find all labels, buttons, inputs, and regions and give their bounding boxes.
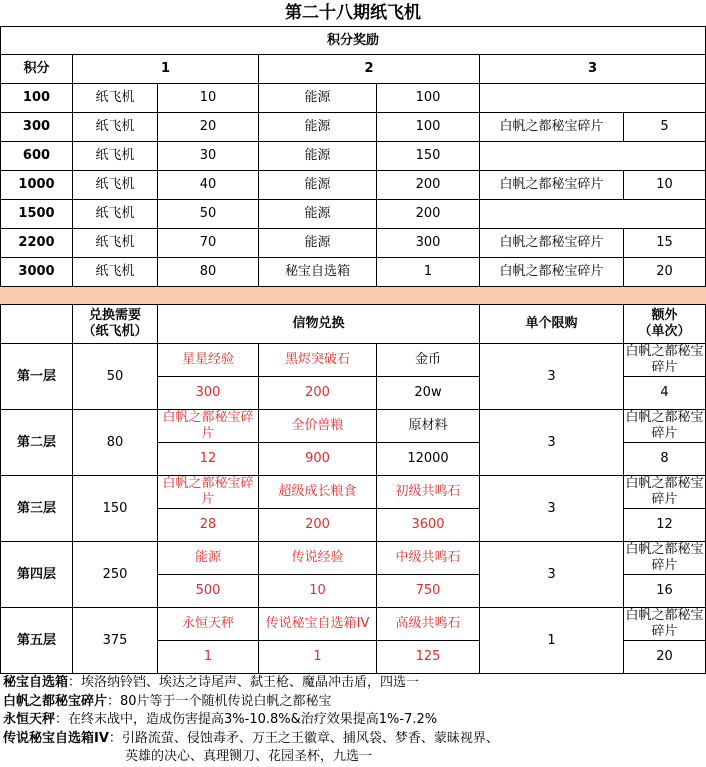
reward-item-3: [480, 200, 706, 229]
reward-item-2: 能源: [259, 229, 377, 258]
extra-item: 白帆之都秘宝碎片: [625, 344, 704, 375]
reward-qty-1: 80: [158, 258, 259, 287]
exchange-layer-row: [1, 542, 706, 575]
header-extra: 额外 （单次）: [624, 305, 706, 344]
reward-points: 100: [1, 84, 73, 113]
exchange-item-name: 传说经验: [259, 542, 377, 575]
note-text: ：埃洛纳铃铛、埃达之诗尾声、弑王枪、魔晶冲击盾，四选一: [68, 675, 420, 690]
note-line: [3, 711, 703, 730]
reward-item-3: [480, 142, 706, 171]
note-line: [3, 693, 703, 712]
notes: [3, 674, 703, 767]
exchange-item-name: 全价兽粮: [259, 410, 377, 443]
reward-qty-2: 300: [377, 229, 480, 258]
exchange-item-name: 白帆之都秘宝碎片: [158, 410, 259, 443]
reward-item-2: 能源: [259, 113, 377, 142]
extra-qty: 12: [624, 509, 706, 542]
layer-limit: 3: [480, 344, 624, 410]
exchange-item-qty: 10: [259, 575, 377, 608]
reward-item-3: 白帆之都秘宝碎片: [480, 113, 624, 142]
reward-row: [1, 229, 706, 258]
note-text: ：引路流萤、侵蚀毒矛、万王之王徽章、捕风袋、梦香、蒙昧视界、: [108, 730, 499, 746]
reward-qty-2: 100: [377, 113, 480, 142]
reward-table: [0, 0, 706, 287]
reward-item-2: 秘宝自选箱: [259, 258, 377, 287]
reward-qty-1: 40: [158, 171, 259, 200]
note-line: [3, 674, 703, 693]
exchange-item-name: 金币: [377, 344, 480, 377]
reward-points: 1500: [1, 200, 73, 229]
exchange-item-name: 原材料: [377, 410, 480, 443]
exchange-item-qty: 12000: [377, 443, 480, 476]
exchange-item-name: 白帆之都秘宝碎片: [158, 476, 259, 509]
extra-item: 白帆之都秘宝碎片: [625, 542, 704, 573]
exchange-item-name: 初级共鸣石: [377, 476, 480, 509]
reward-qty-1: 70: [158, 229, 259, 258]
exchange-item-name: 中级共鸣石: [377, 542, 480, 575]
reward-qty-3: 5: [624, 113, 706, 142]
reward-qty-1: 30: [158, 142, 259, 171]
exchange-layer-row: [1, 608, 706, 641]
extra-qty: 4: [624, 377, 706, 410]
extra-qty: 20: [624, 641, 706, 674]
layer-cost: 375: [73, 608, 158, 674]
reward-qty-2: 200: [377, 200, 480, 229]
exchange-item-name: 传说秘宝自选箱IV: [259, 608, 377, 641]
extra-item: 白帆之都秘宝碎片: [625, 410, 704, 441]
section-separator: [0, 287, 706, 304]
header-points: 积分: [1, 55, 73, 84]
layer-cost: 150: [73, 476, 158, 542]
note-line: [3, 748, 703, 767]
reward-row: [1, 258, 706, 287]
reward-item-3: 白帆之都秘宝碎片: [480, 229, 624, 258]
reward-item-3: 白帆之都秘宝碎片: [480, 171, 624, 200]
note-label: 白帆之都秘宝碎片: [3, 693, 108, 709]
reward-item-2: 能源: [259, 171, 377, 200]
reward-row: [1, 113, 706, 142]
exchange-item-qty: 500: [158, 575, 259, 608]
layer-limit: 1: [480, 608, 624, 674]
exchange-item-name: 黑烬突破石: [259, 344, 377, 377]
header-limit: 单个限购: [480, 305, 624, 344]
exchange-item-qty: 200: [259, 377, 377, 410]
reward-points: 3000: [1, 258, 73, 287]
page-title: 第二十八期纸飞机: [285, 3, 422, 23]
layer-cost: 80: [73, 410, 158, 476]
exchange-item-qty: 900: [259, 443, 377, 476]
reward-item-3: 白帆之都秘宝碎片: [480, 258, 624, 287]
header-layer: [1, 305, 73, 344]
exchange-item-qty: 1: [158, 641, 259, 674]
reward-qty-2: 1: [377, 258, 480, 287]
reward-points: 300: [1, 113, 73, 142]
exchange-header-row: [1, 305, 706, 344]
layer-cost: 50: [73, 344, 158, 410]
layer-name: 第四层: [1, 542, 73, 608]
extra-qty: 16: [624, 575, 706, 608]
reward-item-1: 纸飞机: [73, 171, 158, 200]
extra-item: 白帆之都秘宝碎片: [625, 476, 704, 507]
reward-qty-2: 150: [377, 142, 480, 171]
layer-limit: 3: [480, 476, 624, 542]
reward-qty-1: 50: [158, 200, 259, 229]
exchange-item-qty: 28: [158, 509, 259, 542]
exchange-item-name: 超级成长粮食: [259, 476, 377, 509]
exchange-item-qty: 750: [377, 575, 480, 608]
header-col-2: 2: [259, 55, 480, 84]
exchange-item-qty: 300: [158, 377, 259, 410]
note-text: ：在终末战中，造成伤害提高3%-10.8%&治疗效果提高1%-7.2%: [55, 712, 438, 727]
header-col-3: 3: [480, 55, 706, 84]
reward-item-1: 纸飞机: [73, 142, 158, 171]
layer-cost: 250: [73, 542, 158, 608]
reward-qty-2: 100: [377, 84, 480, 113]
reward-header-row: [1, 55, 706, 84]
exchange-layer-row: [1, 344, 706, 377]
reward-item-1: 纸飞机: [73, 113, 158, 142]
reward-row: [1, 171, 706, 200]
reward-item-3: [480, 84, 706, 113]
note-text: 英雄的决心、真理铡刀、花园圣杯，九选一: [125, 749, 373, 764]
header-cost: 兑换需要 （纸飞机）: [73, 305, 158, 344]
exchange-item-qty: 3600: [377, 509, 480, 542]
reward-item-1: 纸飞机: [73, 229, 158, 258]
reward-item-2: 能源: [259, 200, 377, 229]
reward-item-2: 能源: [259, 142, 377, 171]
reward-points: 600: [1, 142, 73, 171]
header-items: 信物兑换: [158, 305, 480, 344]
layer-name: 第三层: [1, 476, 73, 542]
reward-qty-1: 10: [158, 84, 259, 113]
section-title: 积分奖励: [1, 27, 706, 55]
note-label: 永恒天秤: [3, 712, 56, 727]
extra-qty: 8: [624, 443, 706, 476]
exchange-item-qty: 12: [158, 443, 259, 476]
reward-qty-2: 200: [377, 171, 480, 200]
exchange-item-name: 星星经验: [158, 344, 259, 377]
extra-item: 白帆之都秘宝碎片: [625, 608, 704, 639]
exchange-item-qty: 1: [259, 641, 377, 674]
reward-points: 1000: [1, 171, 73, 200]
header-col-1: 1: [73, 55, 259, 84]
reward-qty-3: 20: [624, 258, 706, 287]
exchange-item-qty: 200: [259, 509, 377, 542]
exchange-layer-row: [1, 410, 706, 443]
layer-name: 第二层: [1, 410, 73, 476]
exchange-table: [0, 304, 706, 674]
note-line: [3, 730, 703, 749]
reward-item-1: 纸飞机: [73, 84, 158, 113]
layer-name: 第一层: [1, 344, 73, 410]
layer-limit: 3: [480, 542, 624, 608]
exchange-item-qty: 20w: [377, 377, 480, 410]
note-text: ：80片等于一个随机传说白帆之都秘宝: [107, 693, 332, 709]
note-label: 秘宝自选箱: [3, 675, 69, 690]
reward-row: [1, 142, 706, 171]
layer-name: 第五层: [1, 608, 73, 674]
reward-item-1: 纸飞机: [73, 200, 158, 229]
reward-row: [1, 84, 706, 113]
reward-qty-3: 15: [624, 229, 706, 258]
exchange-item-qty: 125: [377, 641, 480, 674]
exchange-layer-row: [1, 476, 706, 509]
layer-limit: 3: [480, 410, 624, 476]
exchange-item-name: 永恒天秤: [158, 608, 259, 641]
reward-row: [1, 200, 706, 229]
exchange-item-name: 能源: [158, 542, 259, 575]
exchange-item-name: 高级共鸣石: [377, 608, 480, 641]
reward-qty-1: 20: [158, 113, 259, 142]
reward-points: 2200: [1, 229, 73, 258]
reward-qty-3: 10: [624, 171, 706, 200]
reward-item-2: 能源: [259, 84, 377, 113]
reward-item-1: 纸飞机: [73, 258, 158, 287]
note-label: 传说秘宝自选箱IV: [3, 730, 109, 746]
